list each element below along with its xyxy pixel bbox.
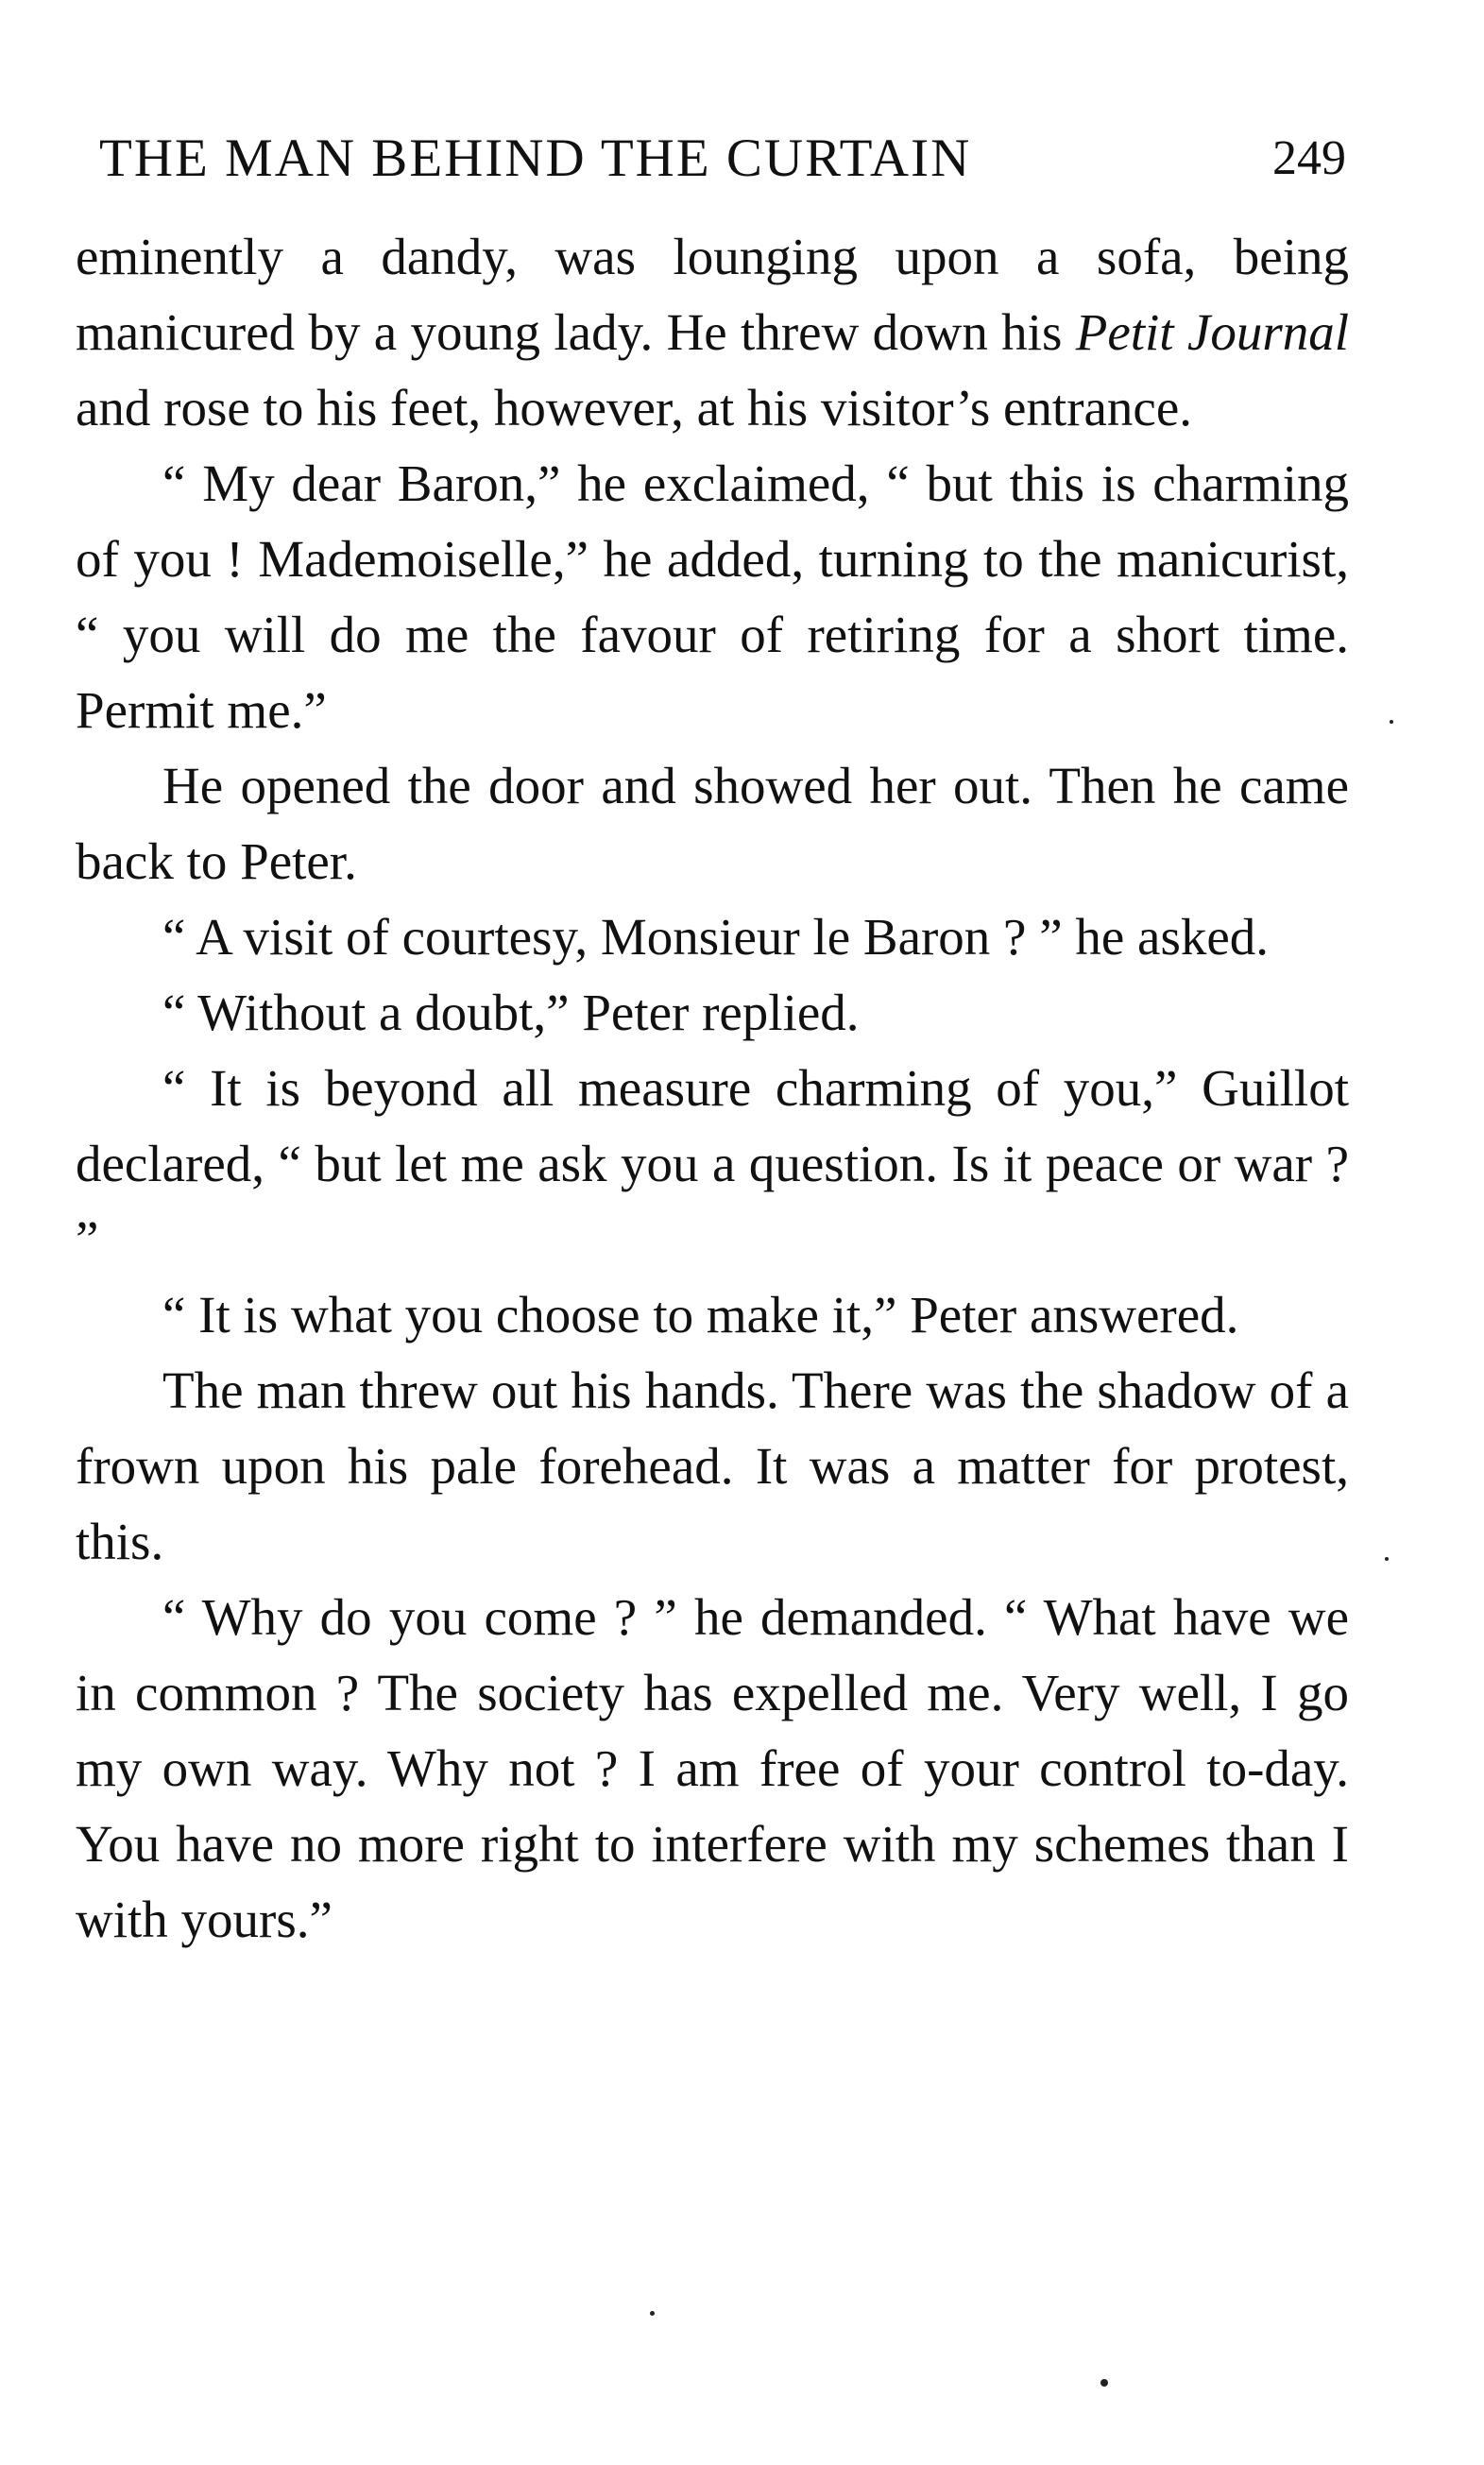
paragraph-1-text-start: eminently a dandy, was lounging upon a sofa, being manicured by a young lady. He threw down his xyxy=(76,228,1349,361)
paragraph-5: “ Without a doubt,” Peter replied. xyxy=(162,984,860,1041)
paragraph-6: “ It is beyond all measure charming of you,” Guillot declared, “ but let me ask you a question. Is it peace or war ? ” xyxy=(76,1059,1349,1268)
paragraph-9: “ Why do you come ? ” he demanded. “ What have we in common ? The society has expelled me. Very well, I go my own way. Why not ? I am free of your control to-day. You have no more right to interfere with my schemes than I with yours.” xyxy=(76,1588,1349,1948)
paper-speck xyxy=(650,2311,655,2316)
paragraph-1-text-end: and rose to his feet, however, at his visitor’s entrance. xyxy=(76,379,1192,437)
paragraph-3: He opened the door and showed her out. Then he came back to Peter. xyxy=(76,757,1349,890)
paragraph-7: “ It is what you choose to make it,” Peter answered. xyxy=(162,1286,1239,1344)
paragraph-4: “ A visit of courtesy, Monsieur le Baron ? ” he asked. xyxy=(162,908,1270,966)
paragraph-8: The man threw out his hands. There was the shadow of a frown upon his pale forehead. It was a matter for protest, this. xyxy=(76,1361,1349,1570)
italic-publication-title: Petit Journal xyxy=(1075,303,1350,361)
paper-speck xyxy=(1390,720,1393,724)
body-text xyxy=(76,219,1349,1958)
running-title: THE MAN BEHIND THE CURTAIN xyxy=(99,128,972,188)
running-head xyxy=(99,121,1346,197)
paragraph-1 xyxy=(76,219,1349,446)
paragraph-2: “ My dear Baron,” he exclaimed, “ but this is charming of you ! Mademoiselle,” he added, turning to the manicurist, “ you will do me the favour of retiring for a short time. Permit me.” xyxy=(76,454,1349,739)
page-number: 249 xyxy=(1272,131,1346,185)
paper-speck xyxy=(1385,1557,1389,1561)
paper-speck xyxy=(1100,2379,1108,2387)
